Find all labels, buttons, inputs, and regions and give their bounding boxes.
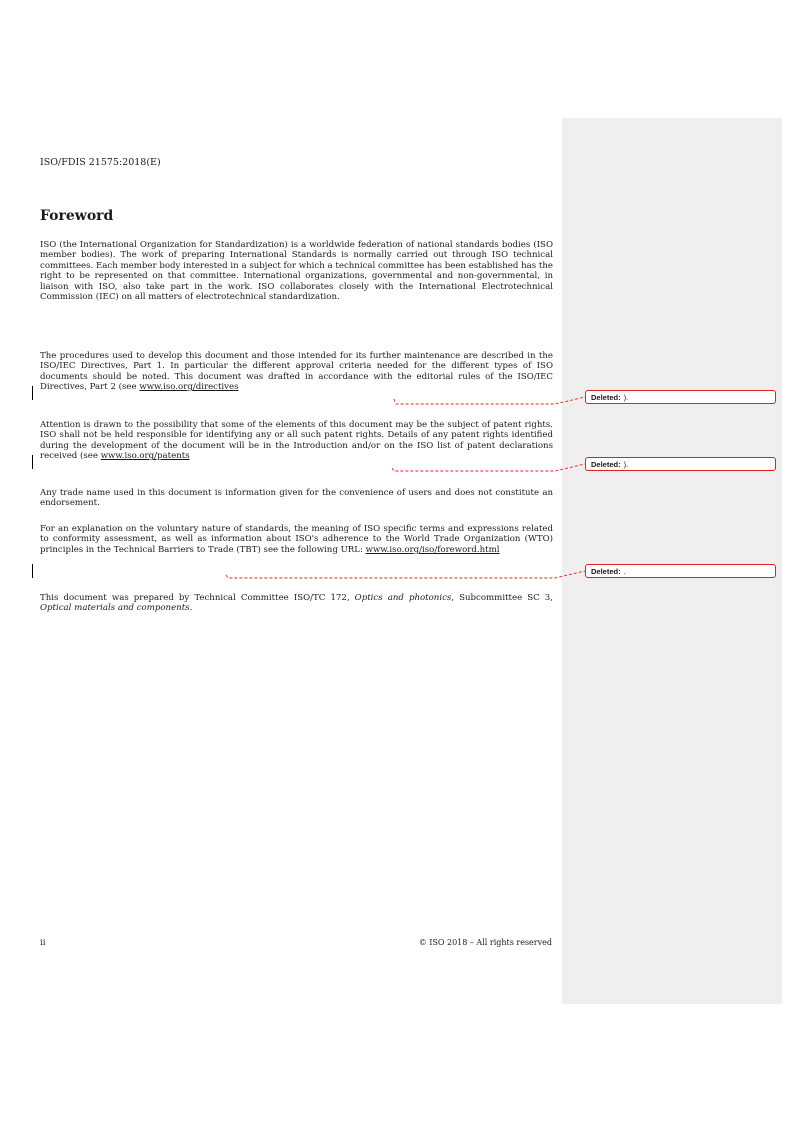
comment-balloon[interactable] [585, 457, 776, 471]
paragraph-6-committee: Optics and photonics [354, 593, 452, 603]
link-patents[interactable]: www.iso.org/patents [100, 451, 190, 462]
leader-line-1 [394, 397, 585, 404]
paragraph-5-text: For an explanation on the voluntary nature of standards, the meaning of ISO specific terms and expressions related to conformity assessment, as well as information about ISO's adherence to the World Trade Organization (WTO) principles in the Technical Barriers to Trade (TBT) see the following URL: [40, 524, 553, 555]
copyright-notice: © ISO 2018 – All rights reserved [418, 938, 552, 947]
leader-line-3 [226, 571, 585, 578]
paragraph-3-text: Attention is drawn to the possibility that some of the elements of this document may be the subject of patent rights. ISO shall not be held responsible for identifying any or all such patent rights. Details of any patent rights identified during the development of the document will be in the Introduction and/or on the ISO list of patent declarations received (see [40, 420, 553, 462]
leader-line-2 [392, 464, 585, 471]
comment-text: ). [623, 393, 629, 402]
page-number: ii [40, 938, 46, 948]
link-foreword[interactable]: www.iso.org/iso/foreword.html [365, 544, 500, 555]
paragraph-1: ISO (the International Organization for Standardization) is a worldwide federation of national standards bodies (ISO member bodies). The work of preparing International Standards is normally carried out through ISO technical committees. Each member body interested in a subject for which a technical committee has been established has the right to be represented on that committee. International organizations, governmental and non-governmental, in liaison with ISO, also take part in the work. ISO collaborates closely with the International Electrotechnical Commission (IEC) on all matters of electrotechnical standardization. [40, 240, 553, 303]
paragraph-6-end: . [189, 603, 193, 614]
paragraph-6-subcommittee: Optical materials and components [40, 603, 190, 614]
comment-label: Deleted: [591, 460, 621, 469]
paragraph-6-mid: , Subcommittee SC 3, [451, 593, 553, 603]
paragraph-4: Any trade name used in this document is information given for the convenience of users and does not constitute an endorsement. [40, 488, 553, 509]
document-id: ISO/FDIS 21575:2018(E) [40, 157, 161, 168]
paragraph-6-text: This document was prepared by Technical Committee ISO/TC 172, [40, 593, 355, 603]
comment-balloon[interactable] [585, 390, 776, 404]
comment-text: ). [623, 460, 629, 469]
section-title: Foreword [40, 208, 114, 224]
comment-balloon[interactable] [585, 564, 776, 578]
comment-text: . [623, 567, 626, 576]
paragraph-2-text: The procedures used to develop this document and those intended for its further maintenance are described in the ISO/IEC Directives, Part 1. In particular the different approval criteria needed for the different types of ISO documents should be noted. This document was drafted in accordance with the editorial rules of the ISO/IEC Directives, Part 2 (see [40, 351, 553, 393]
link-directives[interactable]: www.iso.org/directives [139, 382, 239, 393]
comment-label: Deleted: [591, 567, 621, 576]
comment-label: Deleted: [591, 393, 621, 402]
